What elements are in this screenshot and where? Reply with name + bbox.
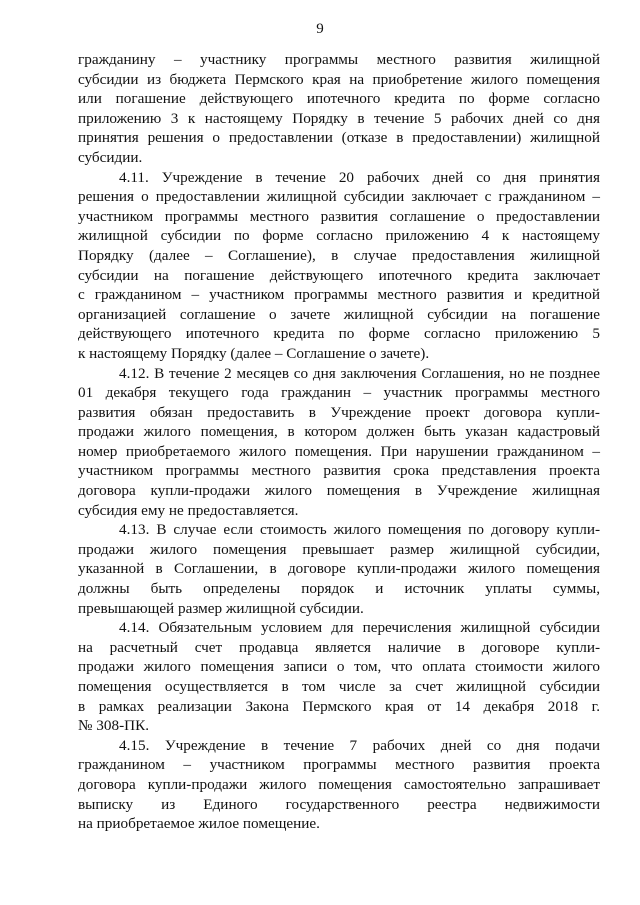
page-number: 9 <box>316 21 324 37</box>
text-line: жилищной субсидии по форме согласно приложению 4 к настоящему <box>78 227 600 245</box>
text-line: на приобретаемое жилое помещение. <box>78 815 320 833</box>
text-line: или погашение действующего ипотечного кредита по форме согласно <box>78 90 600 108</box>
text-line: № 308-ПК. <box>78 717 150 735</box>
text-line: Порядку (далее – Соглашение), в случае предоставления жилищной <box>78 246 600 264</box>
text-line: договора купли-продажи жилого помещения самостоятельно запрашивает <box>78 775 600 793</box>
text-line: приложению 3 к настоящему Порядку в течение 5 рабочих дней со дня <box>78 109 600 127</box>
text-line: на расчетный счет продавца является наличие в договоре купли- <box>78 638 600 656</box>
text-line: в рамках реализации Закона Пермского края от 14 декабря 2018 г. <box>78 697 600 715</box>
text-line: продажи жилого помещения записи о том, что оплата стоимости жилого <box>78 658 600 676</box>
text-line: развития обязан предоставить в Учреждение проект договора купли- <box>78 403 600 421</box>
paragraph-4-13 <box>78 520 600 618</box>
paragraph-4-12 <box>78 364 600 521</box>
text-line: должны быть определены порядок и источник уплаты суммы, <box>78 580 600 598</box>
text-line: продажи жилого помещения, в котором должен быть указан кадастровый <box>78 423 600 441</box>
text-line: договора купли-продажи жилого помещения в Учреждение жилищная <box>78 482 600 500</box>
text-line: 4.15. Учреждение в течение 7 рабочих дней со дня подачи <box>119 736 600 754</box>
text-line: номер приобретаемого жилого помещения. При нарушении гражданином – <box>78 442 600 460</box>
text-line: действующего ипотечного кредита по форме согласно приложению 5 <box>78 325 600 343</box>
paragraph-4-14 <box>78 618 600 736</box>
text-line: организацией соглашение о зачете жилищной субсидии на погашение <box>78 305 600 323</box>
text-line: выписку из Единого государственного реестра недвижимости <box>78 795 600 813</box>
text-line: указанной в Соглашении, в договоре купли-продажи жилого помещения <box>78 560 600 578</box>
text-line: с гражданином – участником программы местного развития и кредитной <box>78 286 600 304</box>
text-line: 01 декабря текущего года гражданин – участник программы местного <box>78 384 600 402</box>
paragraph-4-11 <box>78 168 600 364</box>
text-line: субсидии из бюджета Пермского края на приобретение жилого помещения <box>78 70 600 88</box>
text-line: участником программы местного развития срока представления проекта <box>78 462 600 480</box>
text-line: гражданину – участнику программы местного развития жилищной <box>78 51 600 68</box>
text-line: принятия решения о предоставлении (отказе в предоставлении) жилищной <box>78 129 600 147</box>
text-line: 4.13. В случае если стоимость жилого помещения по договору купли- <box>119 521 600 539</box>
text-line: участником программы местного развития соглашение о предоставлении <box>78 207 600 225</box>
text-line: субсидия ему не предоставляется. <box>78 501 299 519</box>
paragraph-continuation <box>78 50 600 168</box>
body-text <box>78 50 600 834</box>
text-line: 4.14. Обязательным условием для перечисления жилищной субсидии <box>119 619 600 637</box>
text-line: субсидии. <box>78 148 143 166</box>
text-line: продажи жилого помещения превышает размер жилищной субсидии, <box>78 540 600 558</box>
text-line: помещения осуществляется в том числе за счет жилищной субсидии <box>78 678 600 695</box>
text-line: решения о предоставлении жилищной субсидии заключает с гражданином – <box>78 188 600 206</box>
text-line: 4.11. Учреждение в течение 20 рабочих дней со дня принятия <box>119 168 600 186</box>
text-line: 4.12. В течение 2 месяцев со дня заключения Соглашения, но не позднее <box>119 364 600 382</box>
text-line: субсидии на погашение действующего ипотечного кредита заключает <box>78 266 600 284</box>
text-line: гражданином – участником программы местного развития проекта <box>78 756 600 774</box>
text-line: к настоящему Порядку (далее – Соглашение о зачете). <box>78 344 430 362</box>
text-line: превышающей размер жилищной субсидии. <box>78 599 364 617</box>
paragraph-4-15 <box>78 736 600 834</box>
